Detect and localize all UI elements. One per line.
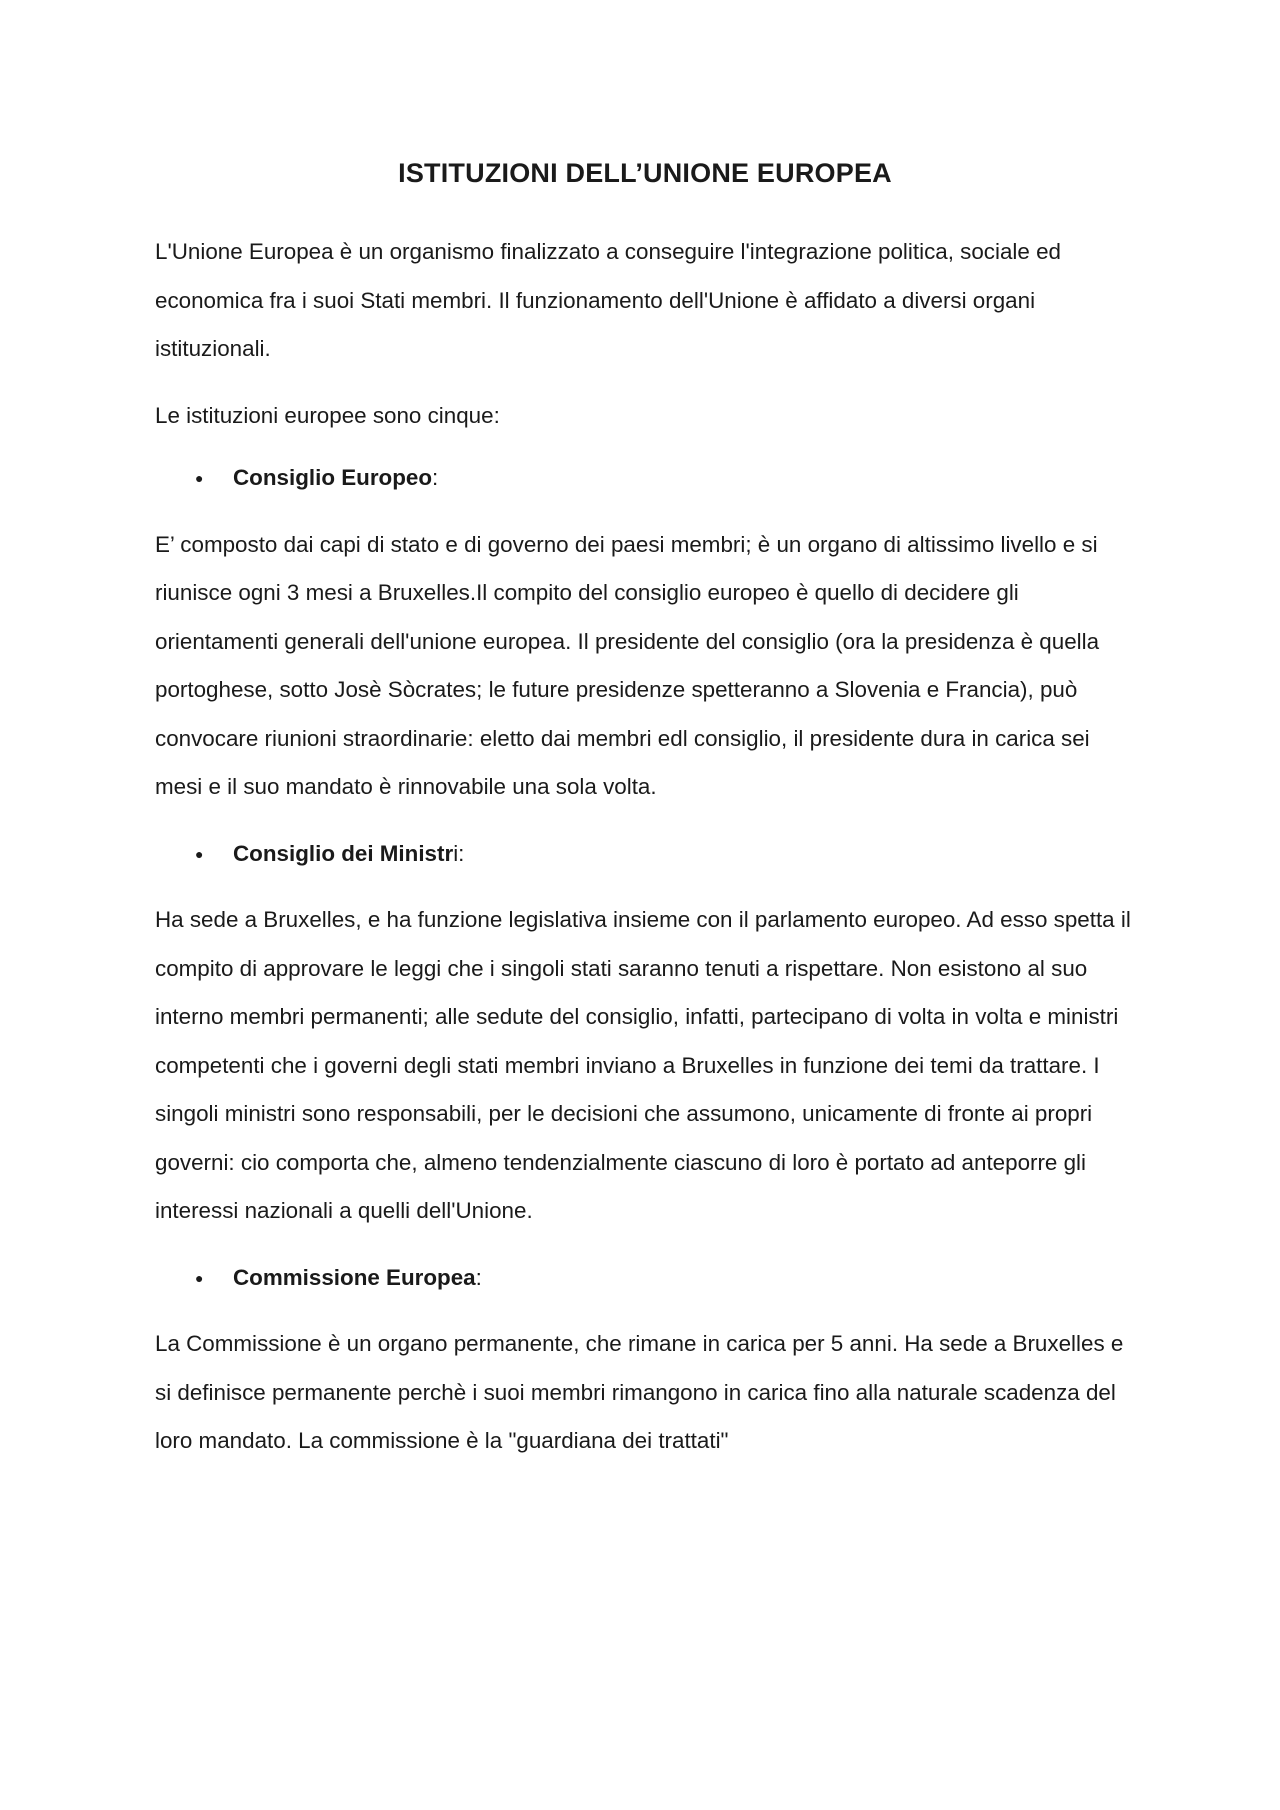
bullet-icon: ●	[195, 845, 204, 862]
section-body-commissione-europea: La Commissione è un organo permanente, che rimane in carica per 5 anni. Ha sede a Bruxelles e si definisce permanente perchè i suoi membri rimangono in carica fino alla naturale scadenza del loro mandato. La commissione è la "guardiana dei trattati"	[155, 1331, 1124, 1453]
section-heading-consiglio-dei-ministri	[155, 830, 1135, 879]
section-heading-rest: i:	[453, 840, 465, 866]
bullet-icon: ●	[195, 470, 204, 486]
section-heading-rest: :	[432, 465, 439, 490]
intro-paragraph: L'Unione Europea è un organismo finalizzato a conseguire l'integrazione politica, sociale ed economica fra i suoi Stati membri. Il funzionamento dell'Unione è affidato a diversi organi istituzionali.	[155, 239, 1061, 361]
section-heading-bold: Consiglio dei Ministr	[233, 840, 454, 866]
section-body-consiglio-europeo: E’ composto dai capi di stato e di governo dei paesi membri; è un organo di altissimo livello e si riunisce ogni 3 mesi a Bruxelles.Il compito del consiglio europeo è quello di decidere gli orientamenti generali dell'unione europea. Il presidente del consiglio (ora la presidenza è quella portoghese, sotto Josè Sòcrates; le future presidenze spetteranno a Slovenia e Francia), può convocare riunioni straordinarie: eletto dai membri edl consiglio, il presidente dura in carica sei mesi e il suo mandato è rinnovabile una sola volta.	[155, 531, 1100, 799]
section-body-consiglio-dei-ministri: Ha sede a Bruxelles, e ha funzione legislativa insieme con il parlamento europeo. Ad esso spetta il compito di approvare le leggi che i singoli stati saranno tenuti a rispettare. Non esistono al suo interno membri permanenti; alle sedute del consiglio, infatti, partecipano di volta in volta e ministri competenti che i governi degli stati membri inviano a Bruxelles in funzione dei temi da trattare. I singoli ministri sono responsabili, per le decisioni che assumono, unicamente di fronte ai propri governi: cio comporta che, almeno tendenzialmente ciascuno di loro è portato ad anteporre gli interessi nazionali a quelli dell'Unione.	[155, 907, 1131, 1223]
section-heading-bold: Consiglio Europeo	[233, 465, 433, 490]
intro-count-line: Le istituzioni europee sono cinque:	[155, 402, 500, 428]
document-body	[155, 150, 1135, 1484]
section-heading-bold: Commissione Europea	[233, 1264, 476, 1290]
document-title: ISTITUZIONI DELL’UNIONE EUROPEA	[398, 158, 892, 188]
bullet-icon: ●	[195, 1269, 204, 1286]
section-heading-consiglio-europeo	[155, 454, 1135, 503]
section-heading-commissione-europea	[155, 1254, 1135, 1303]
section-heading-rest: :	[475, 1264, 482, 1290]
